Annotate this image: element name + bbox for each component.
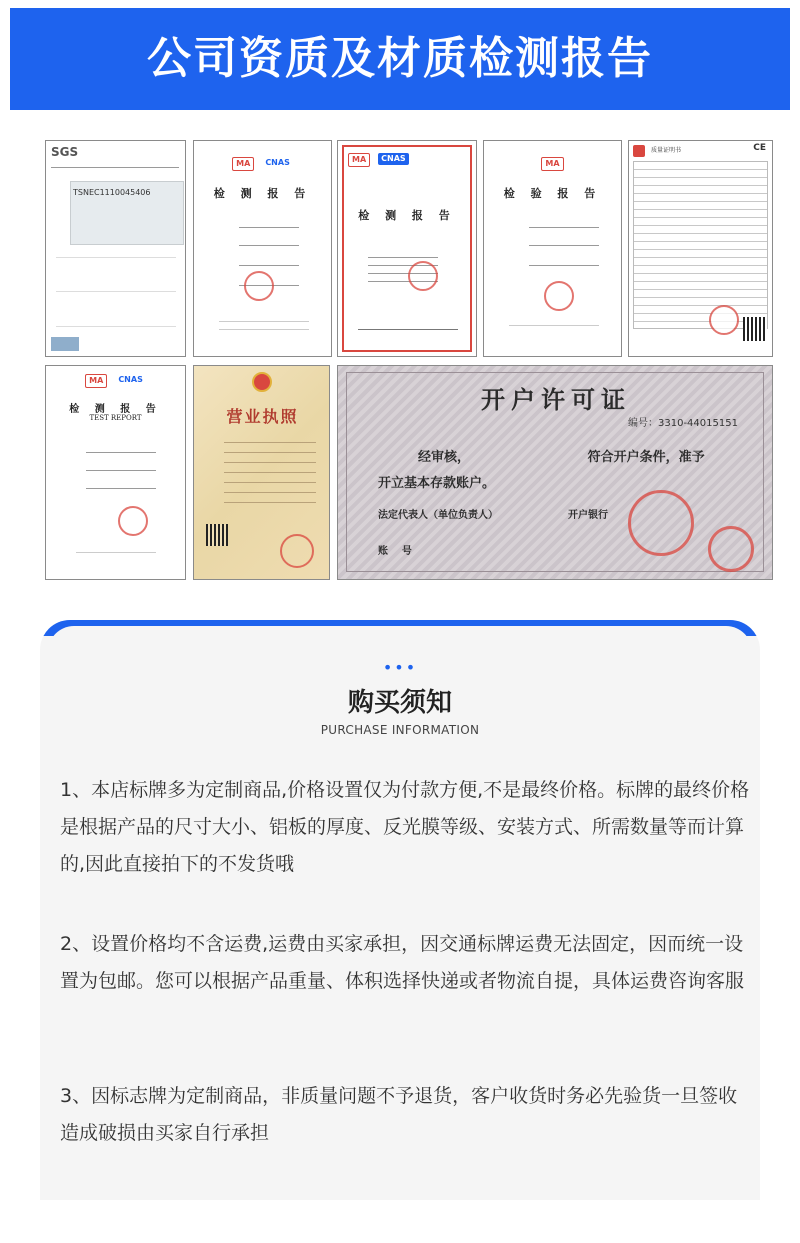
header-banner [0, 0, 800, 122]
permit-account-label: 账 号 [378, 546, 412, 557]
account-opening-permit[interactable] [337, 365, 773, 580]
purchase-item-3: 3、因标志牌为定制商品，非质量问题不予退货，客户收货时务必先验货一旦签收造成破损由买家自行承担 [60, 1085, 738, 1144]
quality-cert-stamp [709, 305, 739, 335]
test-report-3[interactable] [45, 365, 186, 580]
purchase-subtitle: PURCHASE INFORMATION [320, 723, 480, 737]
license-stamp [280, 534, 314, 568]
permit-legal-line: 法定代表人（单位负责人） [378, 510, 498, 521]
quality-cert-header-icon [633, 145, 645, 157]
decorative-dots: ••• [382, 658, 418, 677]
national-emblem-icon [252, 372, 272, 392]
permit-open-line: 开立基本存款账户。 [378, 476, 496, 491]
cnas-logo: CNAS [118, 375, 143, 384]
banner-title: 公司资质及材质检测报告 [147, 33, 653, 84]
permit-stamp-2 [708, 526, 754, 572]
report-4-title: 检 测 报 告 [69, 404, 162, 415]
purchase-title: 购买须知 [347, 688, 452, 718]
report-1-stamp [244, 271, 274, 301]
test-report-1[interactable] [193, 140, 332, 357]
report-1-title: 检 测 报 告 [213, 187, 312, 200]
sgs-code: TSNEC1110045406 [73, 188, 151, 197]
report-3-stamp [544, 281, 574, 311]
ma-logo: MA [541, 157, 563, 171]
license-qr-code [206, 524, 228, 546]
sgs-logo: SGS [51, 145, 79, 159]
quality-cert-title: 质量证明书 [651, 147, 682, 154]
report-2-stamp [408, 261, 438, 291]
test-report-2[interactable] [337, 140, 477, 357]
report-3-title: 检 验 报 告 [503, 187, 602, 200]
permit-number: 编号：3310-44015151 [628, 418, 738, 429]
report-2-title: 检 测 报 告 [358, 209, 456, 222]
qr-code [743, 317, 767, 341]
sgs-sample-photo [70, 181, 184, 245]
report-4-subtitle: TEST REPORT [89, 414, 142, 422]
report-4-stamp [118, 506, 148, 536]
purchase-item-1: 1、本店标牌多为定制商品,价格设置仅为付款方便,不是最终价格。标牌的最终价格是根据产品的尺寸大小、铝板的厚度、反光膜等级、安装方式、所需数量等而计算的,因此直接拍下的不发货哦 [60, 779, 750, 875]
permit-title: 开户许可证 [481, 385, 631, 414]
quality-cert-table [633, 161, 768, 329]
business-license[interactable] [193, 365, 330, 580]
ce-mark: CE [753, 143, 766, 153]
purchase-info-section [40, 620, 760, 1200]
ma-logo: MA [232, 157, 254, 171]
report-2-red-border [342, 145, 472, 352]
purchase-item-2: 2、设置价格均不含运费,运费由买家承担，因交通标牌运费无法固定，因而统一设置为包邮。您可以根据产品重量、体积选择快递或者物流自提，具体运费咨询客服 [60, 933, 745, 992]
ma-logo: MA [348, 153, 370, 167]
cnas-logo: CNAS [265, 158, 290, 167]
permit-bank-label: 开户银行 [568, 510, 608, 521]
permit-stamp [628, 490, 694, 556]
banner-background [10, 8, 790, 110]
cnas-logo: CNAS [378, 153, 409, 165]
sgs-certificate[interactable] [45, 140, 186, 357]
inspection-report[interactable] [483, 140, 622, 357]
ma-logo: MA [85, 374, 107, 388]
quality-certificate[interactable] [628, 140, 773, 357]
sgs-footer-bar [51, 337, 79, 351]
license-title: 营业执照 [226, 407, 299, 426]
permit-approval-line: 经审核， 符合开户条件，准予 [418, 450, 705, 465]
